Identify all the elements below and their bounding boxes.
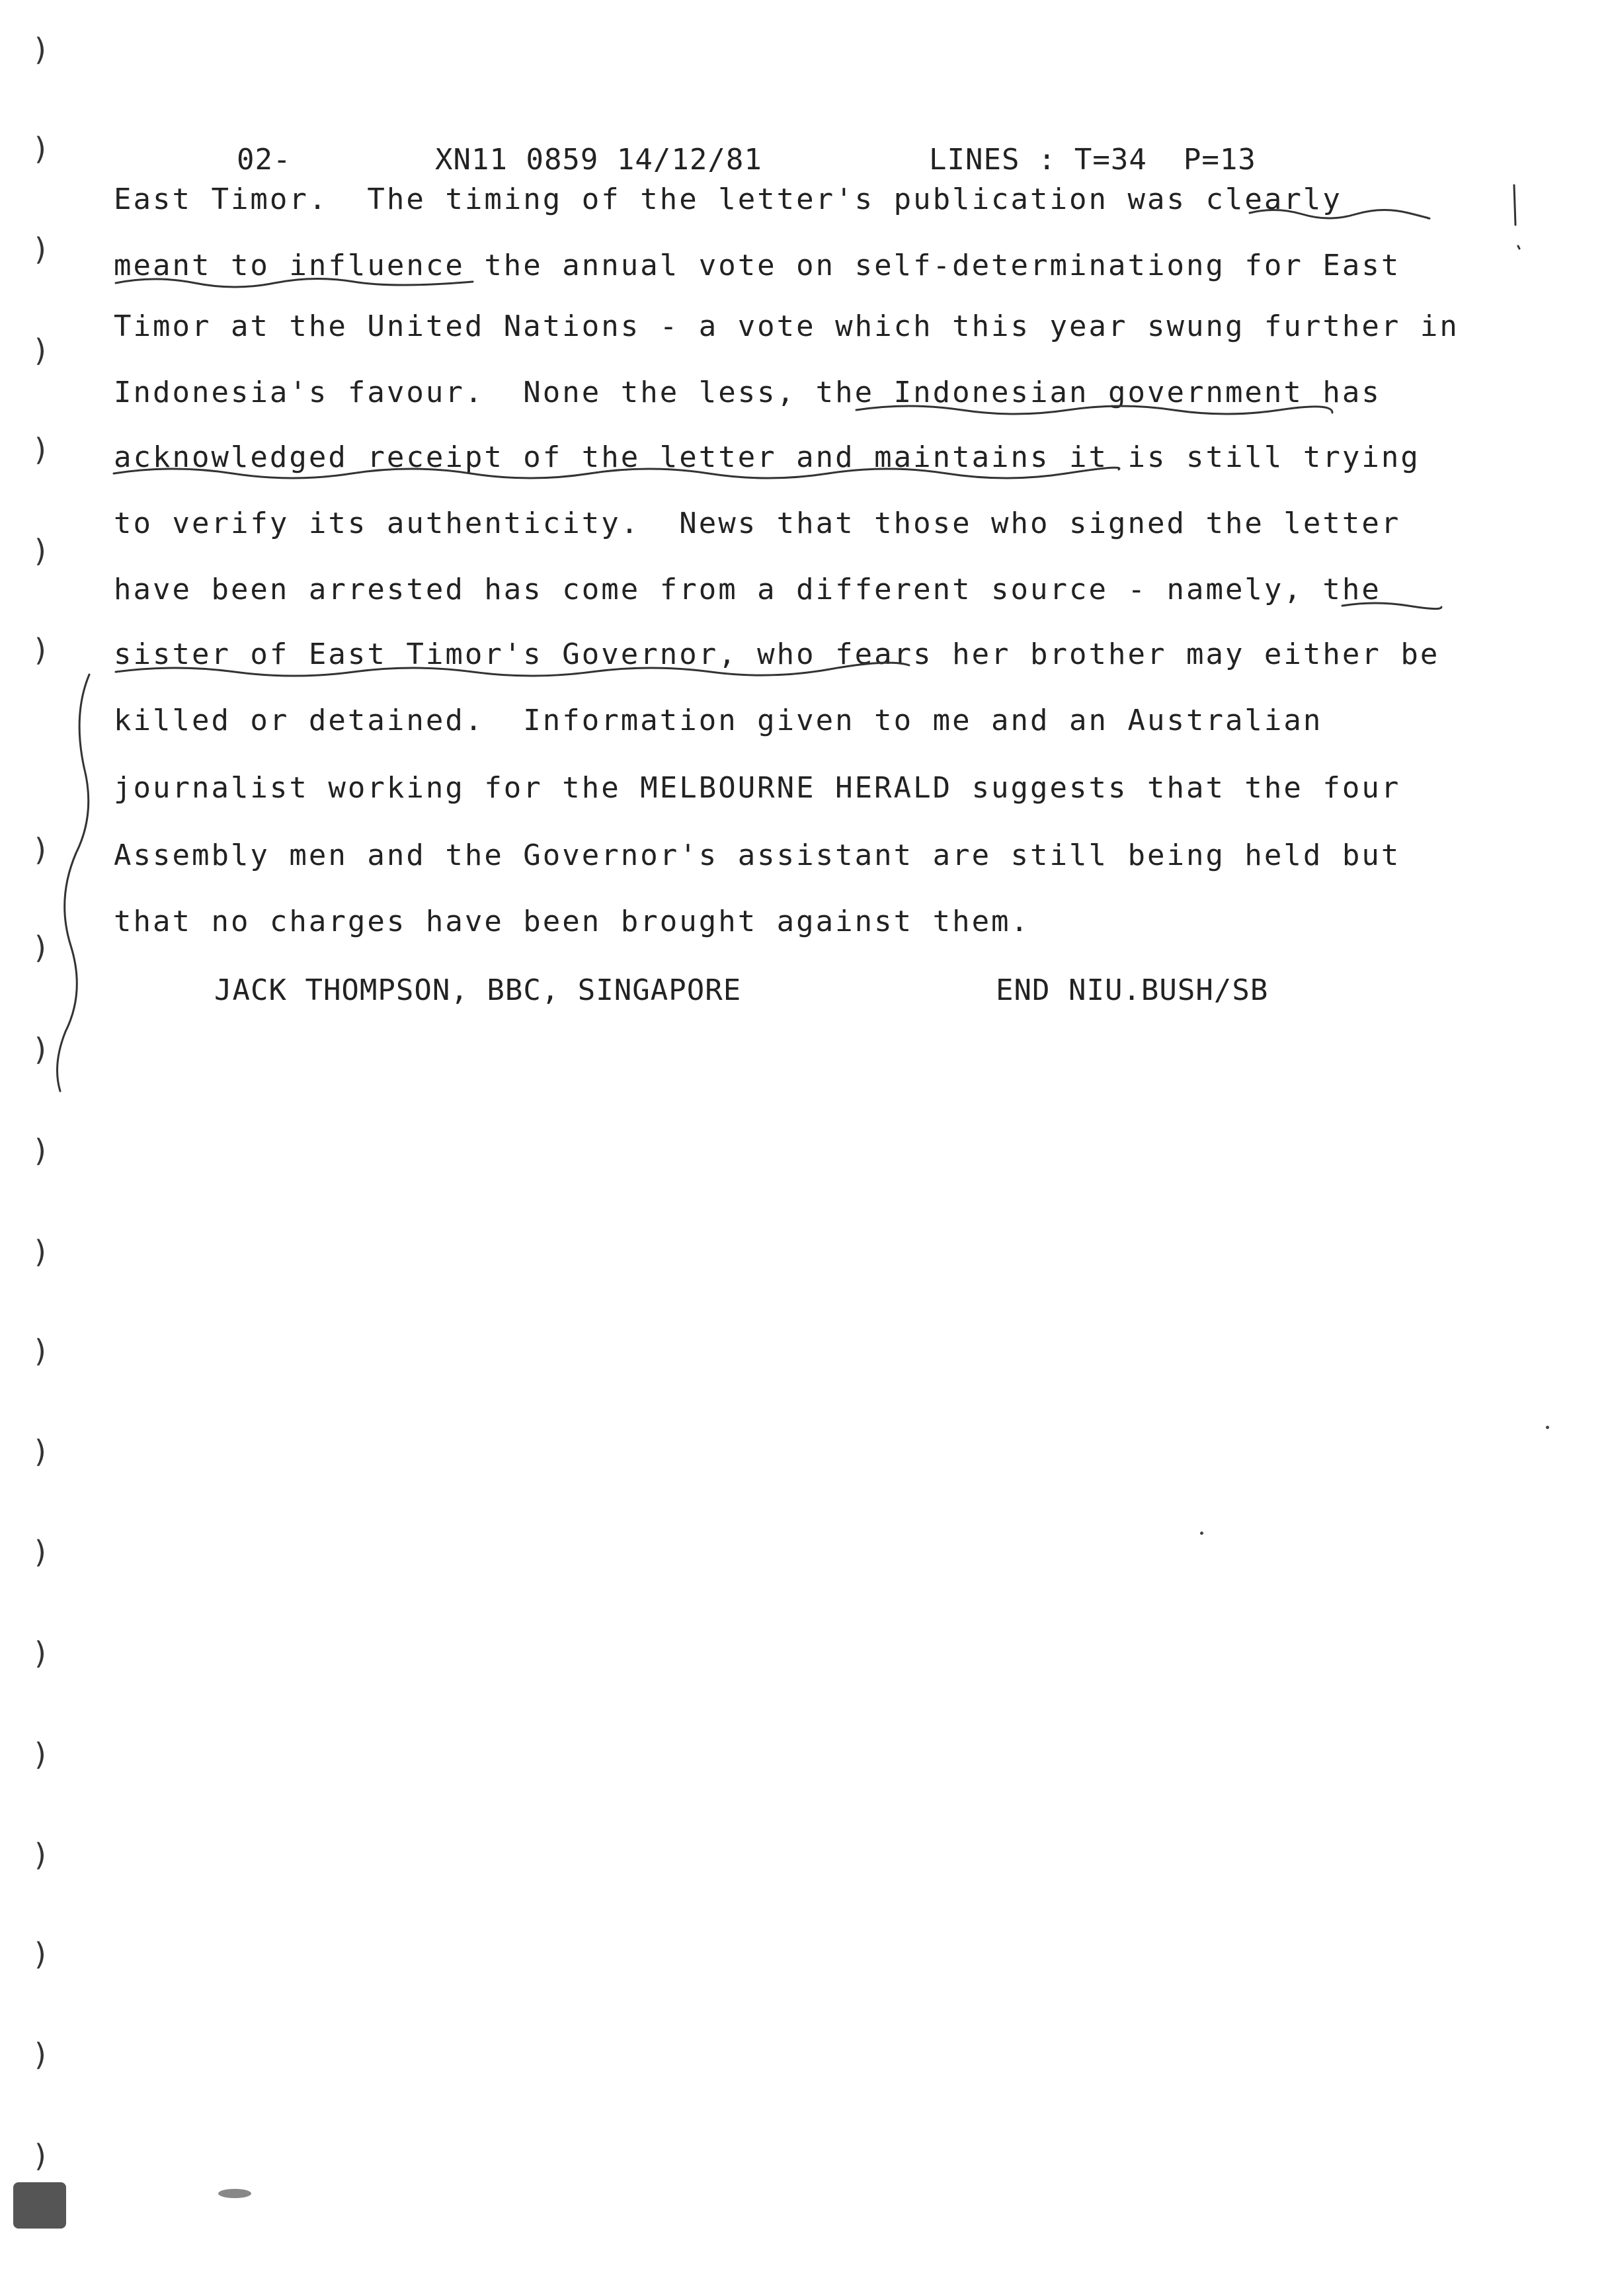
body-line-1: East Timor. The timing of the letter's publication was clearly [114,183,1342,216]
margin-hole-mark: ) [34,1234,46,1270]
body-line-4: Indonesia's favour. None the less, the Indonesian government has [114,376,1381,409]
body-line-2: meant to influence the annual vote on self-determinationg for East [114,249,1401,282]
wavy-underline [1250,210,1429,218]
body-line-6: to verify its authenticity. News that those who signed the letter [114,507,1401,540]
body-line-5: acknowledged receipt of the letter and maintains it is still trying [114,440,1420,474]
margin-hole-mark: ) [34,1635,46,1671]
body-line-11: Assembly men and the Governor's assistant are still being held but [114,839,1401,872]
margin-tick [1514,185,1515,225]
margin-hole-mark: ) [34,1534,46,1570]
margin-hole-mark: ) [34,1837,46,1873]
lines-info: LINES : T=34 P=13 [929,143,1256,177]
scan-speck [1200,1532,1203,1535]
body-line-9: killed or detained. Information given to me and an Australian [114,704,1323,737]
scan-smudge [13,2182,66,2229]
wavy-underline [1342,603,1441,609]
body-line-12: that no charges have been brought against them. [114,905,1031,938]
margin-hole-mark: ) [34,533,46,569]
margin-hole-mark: ) [34,832,46,868]
margin-hole-mark: ) [34,32,46,67]
margin-hole-mark: ) [34,930,46,965]
margin-hole-mark: ) [34,131,46,167]
margin-hole-mark: ) [34,1936,46,1972]
margin-hole-mark: ) [34,1737,46,1772]
margin-hole-mark: ) [34,432,46,468]
margin-hole-mark: ) [34,1434,46,1469]
margin-hole-mark: ) [34,2138,46,2174]
transmission-code: XN11 0859 14/12/81 [435,143,762,177]
scan-speck [218,2189,251,2198]
wavy-underline [116,663,909,676]
margin-hole-mark: ) [34,1032,46,1067]
wavy-underline [114,468,1119,478]
margin-hole-mark: ) [34,632,46,668]
scan-speck [1546,1426,1549,1429]
sign-off: JACK THOMPSON, BBC, SINGAPORE [214,973,742,1007]
margin-hole-mark: ) [34,333,46,368]
body-line-8: sister of East Timor's Governor, who fears her brother may either be [114,637,1440,671]
margin-hole-mark: ) [34,2037,46,2072]
margin-hole-mark: ) [34,1133,46,1168]
body-line-10: journalist working for the MELBOURNE HERALD suggests that the four [114,771,1401,805]
body-line-3: Timor at the United Nations - a vote which this year swung further in [114,309,1459,343]
wavy-underline [856,406,1332,414]
margin-bracket [58,675,90,1091]
end-tag: END NIU.BUSH/SB [996,973,1269,1007]
margin-dot [1518,246,1519,249]
wavy-underline [116,278,473,287]
margin-hole-mark: ) [34,231,46,267]
body-line-7: have been arrested has come from a different source - namely, the [114,573,1381,606]
page-marker: 02- [237,143,292,177]
margin-hole-mark: ) [34,1333,46,1369]
